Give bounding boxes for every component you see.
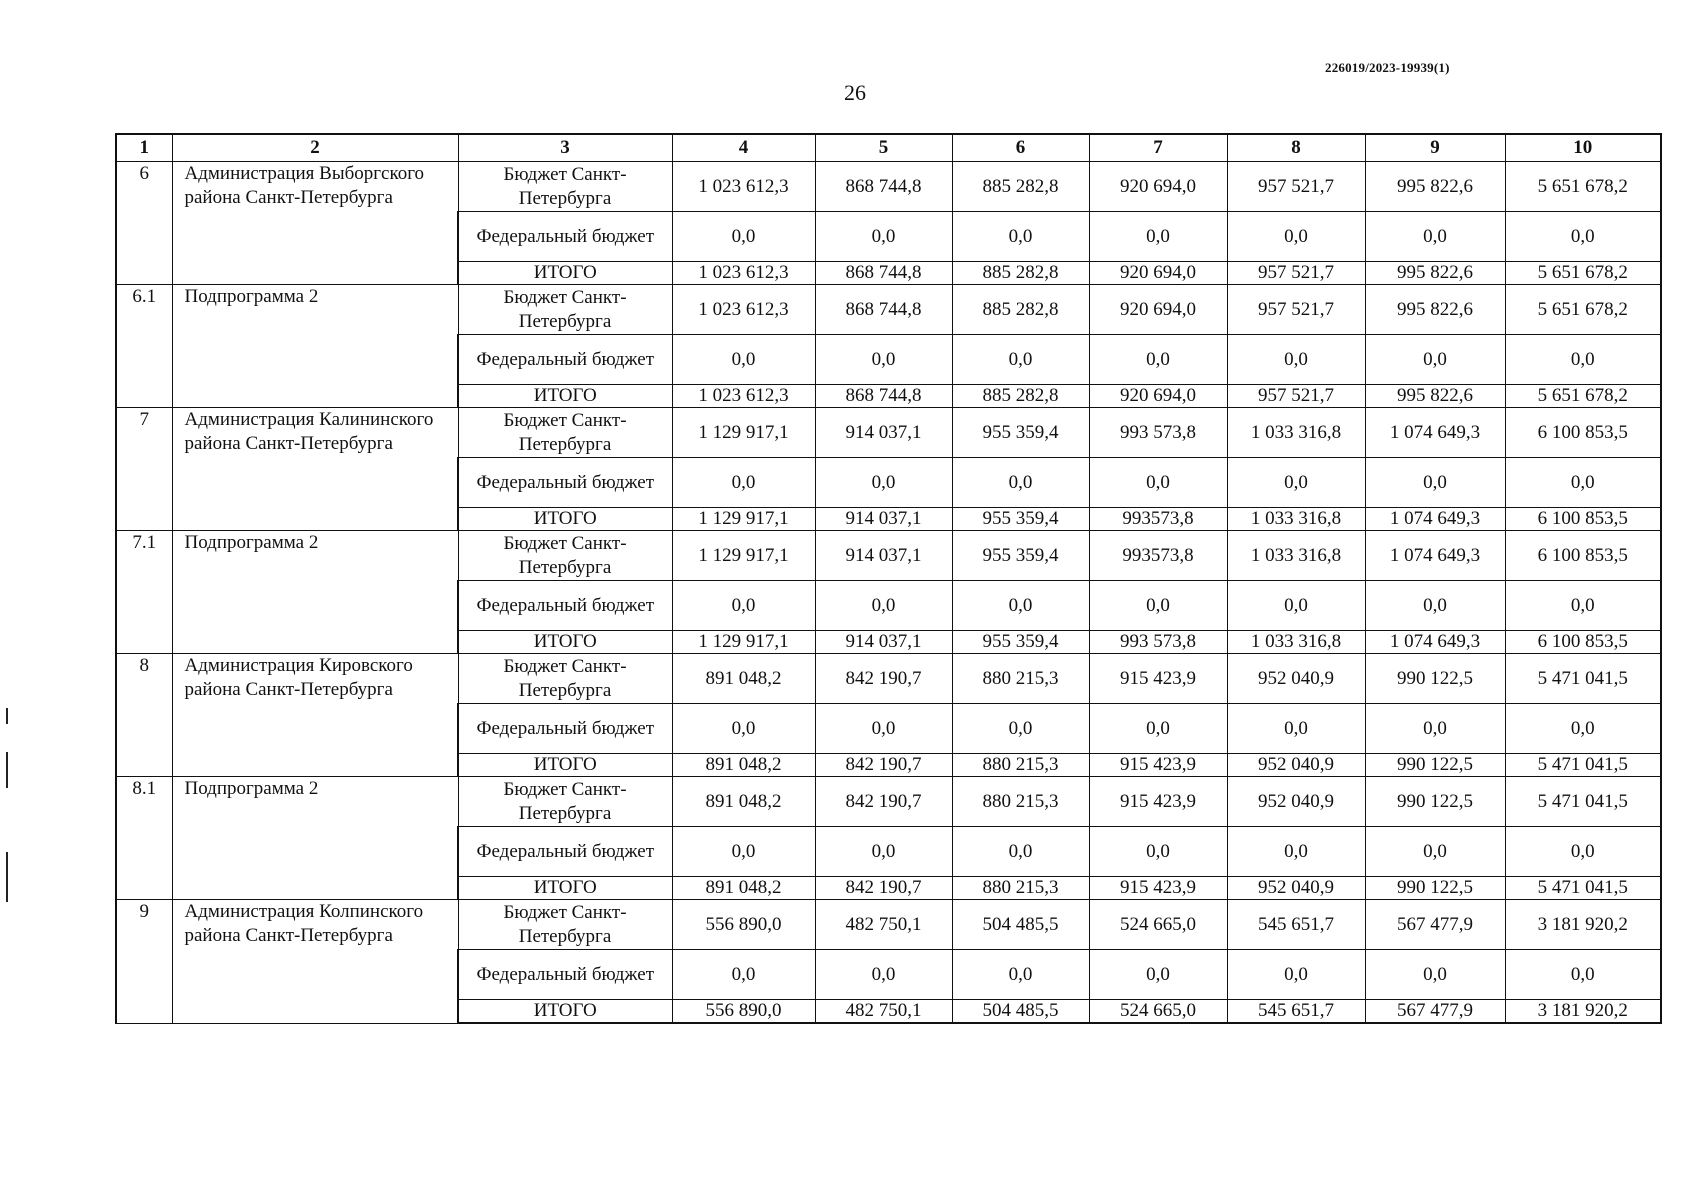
- value-cell: 0,0: [1505, 827, 1661, 877]
- value-cell: 5 651 678,2: [1505, 162, 1661, 212]
- table-row: [116, 162, 1661, 212]
- value-cell: 915 423,9: [1089, 877, 1227, 900]
- column-header-10: 10: [1505, 134, 1661, 162]
- value-cell: 567 477,9: [1365, 900, 1505, 950]
- value-cell: 0,0: [1505, 581, 1661, 631]
- funding-source: ИТОГО: [458, 754, 672, 777]
- value-cell: 0,0: [952, 704, 1089, 754]
- value-cell: 920 694,0: [1089, 285, 1227, 335]
- value-cell: 0,0: [952, 581, 1089, 631]
- value-cell: 0,0: [1089, 950, 1227, 1000]
- value-cell: 891 048,2: [672, 654, 815, 704]
- value-cell: 482 750,1: [815, 1000, 952, 1024]
- header-row: [116, 134, 1661, 162]
- document-number: 226019/2023-19939(1): [1325, 60, 1450, 75]
- value-cell: 1 033 316,8: [1227, 531, 1365, 581]
- value-cell: 880 215,3: [952, 754, 1089, 777]
- table-row: [116, 285, 1661, 335]
- column-header-2: 2: [172, 134, 458, 162]
- value-cell: 0,0: [672, 950, 815, 1000]
- value-cell: 556 890,0: [672, 1000, 815, 1024]
- value-cell: 0,0: [672, 827, 815, 877]
- value-cell: 0,0: [1365, 581, 1505, 631]
- value-cell: 891 048,2: [672, 777, 815, 827]
- value-cell: 1 074 649,3: [1365, 508, 1505, 531]
- value-cell: 0,0: [815, 335, 952, 385]
- value-cell: 995 822,6: [1365, 385, 1505, 408]
- value-cell: 885 282,8: [952, 385, 1089, 408]
- value-cell: 0,0: [1365, 827, 1505, 877]
- funding-source: Федеральный бюджет: [458, 950, 672, 1000]
- value-cell: 5 471 041,5: [1505, 877, 1661, 900]
- value-cell: 993 573,8: [1089, 631, 1227, 654]
- value-cell: 1 074 649,3: [1365, 531, 1505, 581]
- value-cell: 914 037,1: [815, 508, 952, 531]
- column-header-1: 1: [116, 134, 172, 162]
- value-cell: 868 744,8: [815, 162, 952, 212]
- value-cell: 920 694,0: [1089, 262, 1227, 285]
- margin-mark: [6, 852, 8, 902]
- value-cell: 0,0: [1227, 827, 1365, 877]
- table-row: [116, 531, 1661, 581]
- value-cell: 0,0: [1365, 458, 1505, 508]
- column-header-8: 8: [1227, 134, 1365, 162]
- value-cell: 920 694,0: [1089, 385, 1227, 408]
- value-cell: 1 023 612,3: [672, 262, 815, 285]
- executor-name: Подпрограмма 2: [172, 285, 458, 408]
- value-cell: 6 100 853,5: [1505, 631, 1661, 654]
- funding-source: Бюджет Санкт-Петербурга: [458, 531, 672, 581]
- value-cell: 0,0: [1227, 704, 1365, 754]
- value-cell: 914 037,1: [815, 408, 952, 458]
- value-cell: 0,0: [1365, 950, 1505, 1000]
- row-number: 7: [116, 408, 172, 531]
- value-cell: 0,0: [952, 212, 1089, 262]
- value-cell: 915 423,9: [1089, 777, 1227, 827]
- value-cell: 0,0: [1089, 212, 1227, 262]
- funding-source: Бюджет Санкт-Петербурга: [458, 900, 672, 950]
- value-cell: 914 037,1: [815, 531, 952, 581]
- value-cell: 5 651 678,2: [1505, 262, 1661, 285]
- row-number: 9: [116, 900, 172, 1024]
- budget-table: [115, 133, 1662, 1024]
- row-number: 8.1: [116, 777, 172, 900]
- value-cell: 6 100 853,5: [1505, 508, 1661, 531]
- value-cell: 955 359,4: [952, 408, 1089, 458]
- value-cell: 868 744,8: [815, 285, 952, 335]
- value-cell: 0,0: [1227, 950, 1365, 1000]
- funding-source: Бюджет Санкт-Петербурга: [458, 777, 672, 827]
- value-cell: 885 282,8: [952, 162, 1089, 212]
- value-cell: 885 282,8: [952, 285, 1089, 335]
- value-cell: 955 359,4: [952, 531, 1089, 581]
- value-cell: 0,0: [952, 950, 1089, 1000]
- funding-source: Бюджет Санкт-Петербурга: [458, 285, 672, 335]
- value-cell: 0,0: [672, 335, 815, 385]
- value-cell: 952 040,9: [1227, 754, 1365, 777]
- value-cell: 0,0: [815, 827, 952, 877]
- value-cell: 995 822,6: [1365, 262, 1505, 285]
- value-cell: 6 100 853,5: [1505, 531, 1661, 581]
- row-number: 6: [116, 162, 172, 285]
- value-cell: 0,0: [1365, 212, 1505, 262]
- table-row: [116, 777, 1661, 827]
- value-cell: 0,0: [1505, 458, 1661, 508]
- value-cell: 545 651,7: [1227, 900, 1365, 950]
- value-cell: 1 023 612,3: [672, 162, 815, 212]
- value-cell: 1 129 917,1: [672, 408, 815, 458]
- value-cell: 952 040,9: [1227, 777, 1365, 827]
- column-header-7: 7: [1089, 134, 1227, 162]
- value-cell: 0,0: [1365, 335, 1505, 385]
- value-cell: 5 651 678,2: [1505, 285, 1661, 335]
- value-cell: 957 521,7: [1227, 262, 1365, 285]
- value-cell: 0,0: [952, 458, 1089, 508]
- value-cell: 1 074 649,3: [1365, 408, 1505, 458]
- column-header-3: 3: [458, 134, 672, 162]
- value-cell: 915 423,9: [1089, 654, 1227, 704]
- value-cell: 880 215,3: [952, 877, 1089, 900]
- value-cell: 990 122,5: [1365, 654, 1505, 704]
- value-cell: 0,0: [1505, 212, 1661, 262]
- value-cell: 868 744,8: [815, 262, 952, 285]
- page-number: 26: [844, 80, 866, 105]
- value-cell: 0,0: [1089, 704, 1227, 754]
- value-cell: 0,0: [815, 458, 952, 508]
- value-cell: 567 477,9: [1365, 1000, 1505, 1024]
- value-cell: 993 573,8: [1089, 408, 1227, 458]
- value-cell: 995 822,6: [1365, 285, 1505, 335]
- value-cell: 556 890,0: [672, 900, 815, 950]
- funding-source: Бюджет Санкт-Петербурга: [458, 654, 672, 704]
- column-header-4: 4: [672, 134, 815, 162]
- funding-source: Федеральный бюджет: [458, 827, 672, 877]
- value-cell: 0,0: [1227, 335, 1365, 385]
- value-cell: 1 074 649,3: [1365, 631, 1505, 654]
- value-cell: 0,0: [1365, 704, 1505, 754]
- value-cell: 5 471 041,5: [1505, 654, 1661, 704]
- table-row: [116, 408, 1661, 458]
- value-cell: 0,0: [952, 827, 1089, 877]
- funding-source: ИТОГО: [458, 385, 672, 408]
- value-cell: 0,0: [672, 212, 815, 262]
- executor-name: Администрация Колпинского района Санкт-Петербурга: [172, 900, 458, 1024]
- funding-source: Федеральный бюджет: [458, 581, 672, 631]
- value-cell: 5 471 041,5: [1505, 754, 1661, 777]
- value-cell: 0,0: [952, 335, 1089, 385]
- table-row: [116, 654, 1661, 704]
- value-cell: 993573,8: [1089, 508, 1227, 531]
- value-cell: 0,0: [1505, 704, 1661, 754]
- funding-source: ИТОГО: [458, 1000, 672, 1024]
- value-cell: 920 694,0: [1089, 162, 1227, 212]
- value-cell: 842 190,7: [815, 777, 952, 827]
- value-cell: 0,0: [815, 212, 952, 262]
- value-cell: 993573,8: [1089, 531, 1227, 581]
- executor-name: Администрация Калининского района Санкт-Петербурга: [172, 408, 458, 531]
- value-cell: 1 129 917,1: [672, 631, 815, 654]
- executor-name: Подпрограмма 2: [172, 531, 458, 654]
- value-cell: 891 048,2: [672, 754, 815, 777]
- value-cell: 1 129 917,1: [672, 531, 815, 581]
- value-cell: 955 359,4: [952, 508, 1089, 531]
- value-cell: 5 471 041,5: [1505, 777, 1661, 827]
- value-cell: 5 651 678,2: [1505, 385, 1661, 408]
- funding-source: Федеральный бюджет: [458, 458, 672, 508]
- table-row: [116, 900, 1661, 950]
- value-cell: 0,0: [815, 581, 952, 631]
- funding-source: ИТОГО: [458, 508, 672, 531]
- value-cell: 915 423,9: [1089, 754, 1227, 777]
- value-cell: 990 122,5: [1365, 777, 1505, 827]
- executor-name: Администрация Кировского района Санкт-Петербурга: [172, 654, 458, 777]
- value-cell: 3 181 920,2: [1505, 900, 1661, 950]
- value-cell: 885 282,8: [952, 262, 1089, 285]
- value-cell: 0,0: [815, 704, 952, 754]
- row-number: 7.1: [116, 531, 172, 654]
- value-cell: 842 190,7: [815, 877, 952, 900]
- value-cell: 0,0: [1089, 581, 1227, 631]
- executor-name: Подпрограмма 2: [172, 777, 458, 900]
- margin-mark: [6, 752, 8, 788]
- value-cell: 1 033 316,8: [1227, 408, 1365, 458]
- value-cell: 1 033 316,8: [1227, 508, 1365, 531]
- value-cell: 891 048,2: [672, 877, 815, 900]
- funding-source: ИТОГО: [458, 262, 672, 285]
- value-cell: 0,0: [1089, 827, 1227, 877]
- funding-source: Бюджет Санкт-Петербурга: [458, 408, 672, 458]
- value-cell: 0,0: [1089, 458, 1227, 508]
- value-cell: 990 122,5: [1365, 754, 1505, 777]
- value-cell: 952 040,9: [1227, 877, 1365, 900]
- value-cell: 545 651,7: [1227, 1000, 1365, 1024]
- value-cell: 524 665,0: [1089, 900, 1227, 950]
- value-cell: 504 485,5: [952, 900, 1089, 950]
- value-cell: 0,0: [1089, 335, 1227, 385]
- value-cell: 842 190,7: [815, 754, 952, 777]
- row-number: 8: [116, 654, 172, 777]
- funding-source: Федеральный бюджет: [458, 704, 672, 754]
- value-cell: 0,0: [1505, 335, 1661, 385]
- funding-source: ИТОГО: [458, 877, 672, 900]
- column-header-9: 9: [1365, 134, 1505, 162]
- value-cell: 1 023 612,3: [672, 385, 815, 408]
- value-cell: 0,0: [815, 950, 952, 1000]
- value-cell: 990 122,5: [1365, 877, 1505, 900]
- value-cell: 995 822,6: [1365, 162, 1505, 212]
- funding-source: Бюджет Санкт-Петербурга: [458, 162, 672, 212]
- value-cell: 0,0: [672, 581, 815, 631]
- value-cell: 0,0: [672, 704, 815, 754]
- value-cell: 482 750,1: [815, 900, 952, 950]
- funding-source: Федеральный бюджет: [458, 212, 672, 262]
- margin-mark: [6, 708, 8, 724]
- value-cell: 1 129 917,1: [672, 508, 815, 531]
- value-cell: 6 100 853,5: [1505, 408, 1661, 458]
- row-number: 6.1: [116, 285, 172, 408]
- table-body: [116, 134, 1661, 1023]
- value-cell: 0,0: [1227, 581, 1365, 631]
- value-cell: 0,0: [1227, 458, 1365, 508]
- value-cell: 957 521,7: [1227, 285, 1365, 335]
- value-cell: 842 190,7: [815, 654, 952, 704]
- value-cell: 0,0: [1505, 950, 1661, 1000]
- value-cell: 524 665,0: [1089, 1000, 1227, 1024]
- value-cell: 504 485,5: [952, 1000, 1089, 1024]
- funding-source: ИТОГО: [458, 631, 672, 654]
- value-cell: 880 215,3: [952, 777, 1089, 827]
- value-cell: 957 521,7: [1227, 162, 1365, 212]
- value-cell: 952 040,9: [1227, 654, 1365, 704]
- value-cell: 3 181 920,2: [1505, 1000, 1661, 1024]
- funding-source: Федеральный бюджет: [458, 335, 672, 385]
- value-cell: 955 359,4: [952, 631, 1089, 654]
- value-cell: 880 215,3: [952, 654, 1089, 704]
- value-cell: 0,0: [672, 458, 815, 508]
- value-cell: 868 744,8: [815, 385, 952, 408]
- value-cell: 0,0: [1227, 212, 1365, 262]
- value-cell: 914 037,1: [815, 631, 952, 654]
- executor-name: Администрация Выборгского района Санкт-Петербурга: [172, 162, 458, 285]
- column-header-6: 6: [952, 134, 1089, 162]
- value-cell: 957 521,7: [1227, 385, 1365, 408]
- column-header-5: 5: [815, 134, 952, 162]
- value-cell: 1 023 612,3: [672, 285, 815, 335]
- value-cell: 1 033 316,8: [1227, 631, 1365, 654]
